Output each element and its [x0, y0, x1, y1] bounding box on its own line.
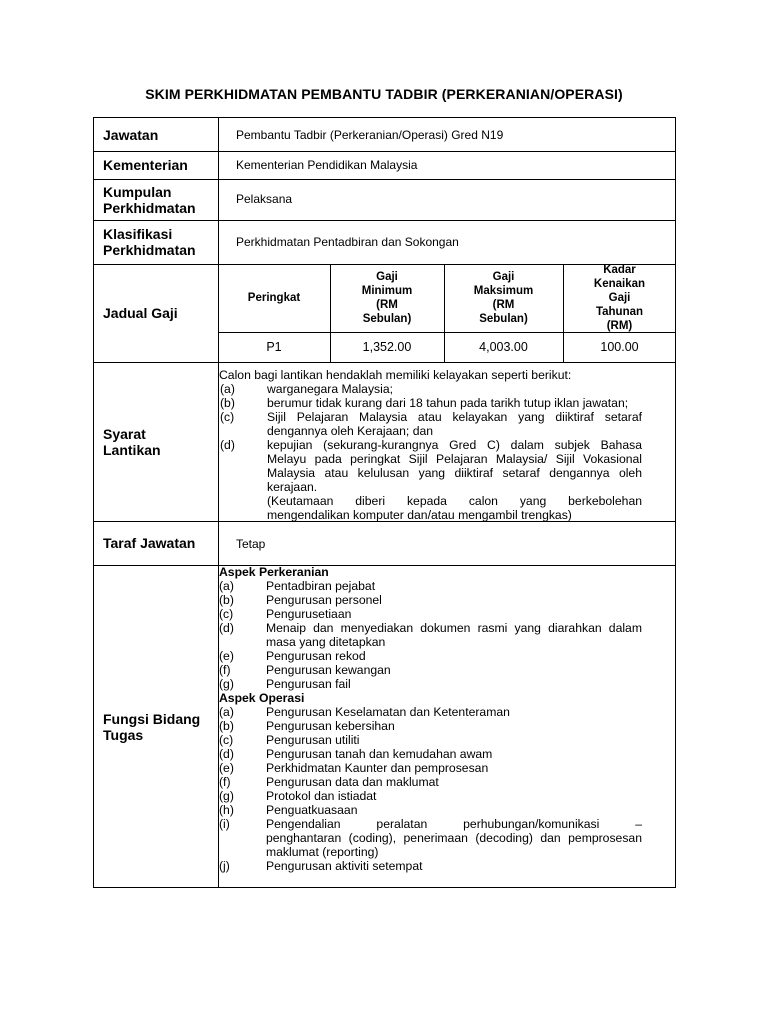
kementerian-value: Kementerian Pendidikan Malaysia [236, 158, 418, 172]
list-item: Melayu pada peringkat Sijil Pelajaran Malaysia/ Sijil Vokasional [267, 452, 642, 466]
salary-header-cell: Kadar Kenaikan Gaji Tahunan (RM) [593, 264, 646, 332]
fungsi-bidang-tugas-label: Fungsi Bidang Tugas [103, 710, 201, 743]
jawatan-label: Jawatan [103, 126, 159, 143]
list-item: (h) Penguatkuasaan [219, 803, 358, 817]
salary-header-cell: Gaji Minimum (RM Sebulan) [361, 271, 413, 325]
list-item: (f) Pengurusan kewangan [219, 663, 391, 677]
salary-header-cell: Peringkat [247, 292, 301, 304]
list-item: (c) Pengurusetiaan [219, 607, 352, 621]
kumpulan-value: Pelaksana [236, 192, 293, 206]
list-item: mengendalikan komputer dan/atau mengambil trengkas) [267, 508, 572, 522]
list-item: (c) Pengurusan utiliti [219, 733, 360, 747]
list-item: (f) Pengurusan data dan maklumat [219, 775, 439, 789]
list-item: (c) Sijil Pelajaran Malaysia atau kelayakan yang diiktiraf setaraf [220, 410, 642, 424]
list-item: (i) Pengendalian peralatan perhubungan/komunikasi – [219, 817, 642, 831]
list-item: maklumat (reporting) [266, 845, 379, 859]
syarat-intro: Calon bagi lantikan hendaklah memiliki kelayakan seperti berikut: [219, 368, 572, 382]
list-item: (b) Pengurusan kebersihan [219, 719, 395, 733]
list-item: dengannya oleh Kerajaan; dan [267, 424, 434, 438]
salary-value-cell: 1,352.00 [362, 340, 412, 354]
taraf-jawatan-value: Tetap [236, 537, 266, 551]
klasifikasi-value: Perkhidmatan Pentadbiran dan Sokongan [236, 235, 459, 249]
list-item: (d) kepujian (sekurang-kurangnya Gred C) dalam subjek Bahasa [220, 438, 642, 452]
salary-header-cell: Gaji Maksimum (RM Sebulan) [473, 271, 534, 325]
fungsi-list [219, 565, 642, 873]
salary-value-cell: 4,003.00 [479, 340, 528, 354]
jawatan-value: Pembantu Tadbir (Perkeranian/Operasi) Gred N19 [236, 128, 504, 142]
list-item: (d) Menaip dan menyediakan dokumen rasmi yang diarahkan dalam [219, 621, 642, 635]
document-title: SKIM PERKHIDMATAN PEMBANTU TADBIR (PERKERANIAN/OPERASI) [145, 86, 623, 102]
list-item: (Keutamaan diberi kepada calon yang berkebolehan [267, 494, 642, 508]
skim-table [93, 117, 676, 888]
list-item: kerajaan. [267, 480, 318, 494]
kementerian-label: Kementerian [103, 157, 188, 173]
list-item: (j) Pengurusan aktiviti setempat [219, 859, 423, 873]
list-item: (b) Pengurusan personel [219, 593, 382, 607]
list-item: (e) Pengurusan rekod [219, 649, 366, 663]
list-item: masa yang ditetapkan [266, 635, 386, 649]
list-item: (g) Pengurusan fail [219, 677, 351, 691]
jadual-gaji-label: Jadual Gaji [103, 305, 178, 321]
taraf-jawatan-label: Taraf Jawatan [103, 535, 196, 551]
section-heading: Aspek Perkeranian [219, 565, 329, 579]
list-item: (g) Protokol dan istiadat [219, 789, 377, 803]
section-heading: Aspek Operasi [219, 691, 305, 705]
list-item: (a) warganegara Malaysia; [220, 382, 394, 396]
syarat-list [220, 382, 642, 522]
list-item: (e) Perkhidmatan Kaunter dan pemprosesan [219, 761, 489, 775]
list-item: penghantaran (coding), penerimaan (decoding) dan pemprosesan [266, 831, 642, 845]
salary-value-cell: P1 [266, 340, 282, 354]
list-item: (b) berumur tidak kurang dari 18 tahun pada tarikh tutup iklan jawatan; [220, 396, 629, 410]
salary-value-cell: 100.00 [600, 340, 639, 354]
list-item: (a) Pengurusan Keselamatan dan Ketenteraman [219, 705, 510, 719]
list-item: (d) Pengurusan tanah dan kemudahan awam [219, 747, 493, 761]
kumpulan-label: Kumpulan Perkhidmatan [103, 183, 196, 216]
syarat-lantikan-label: Syarat Lantikan [103, 425, 161, 458]
klasifikasi-label: Klasifikasi Perkhidmatan [103, 226, 196, 258]
list-item: (a) Pentadbiran pejabat [219, 579, 376, 593]
list-item: Malaysia atau kelulusan yang diiktiraf setaraf dengannya oleh [267, 466, 642, 480]
